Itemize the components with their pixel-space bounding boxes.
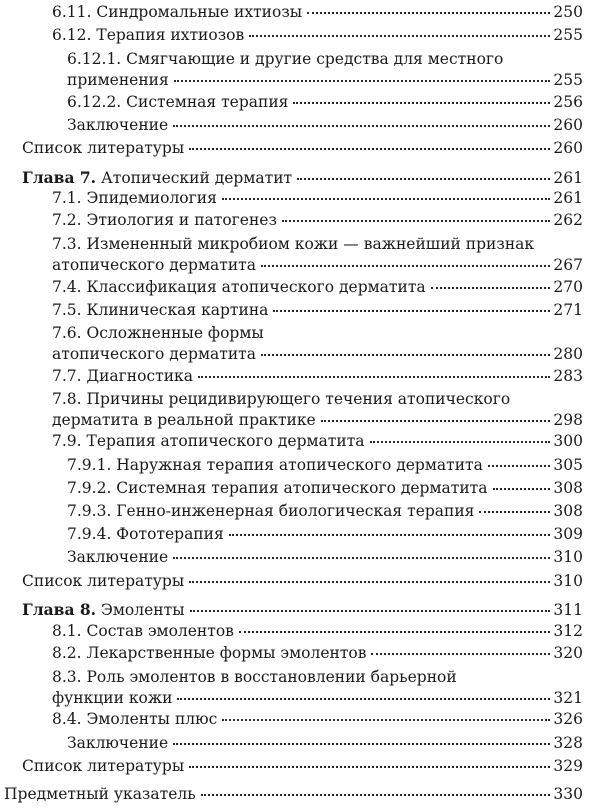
chapter-label: Глава 7. [22,168,97,187]
toc-entry-subject-index [4,784,583,805]
toc-page-number: 270 [553,278,583,296]
dot-leader [371,653,550,655]
toc-page-number: 310 [553,572,583,590]
toc-entry-6-12 [52,25,583,46]
dot-leader [282,220,550,222]
toc-entry-7-7 [52,366,583,387]
dot-leader [190,610,551,612]
dot-leader [229,534,551,536]
dot-leader [201,794,551,796]
toc-entry-title: 7.5. Клиническая картина [52,301,269,319]
dot-leader [177,698,550,700]
toc-page-number: 283 [553,367,583,385]
toc-entry-title: 6.11. Синдромальные ихтиозы [52,3,303,21]
toc-page-number: 309 [553,525,583,543]
dot-leader [173,743,550,745]
toc-entry-7-9-1 [67,455,583,476]
dot-leader [249,35,550,37]
toc-entry-title: атопического дерматита [52,256,256,274]
toc-entry-title: Список литературы [22,757,185,775]
dot-leader [293,102,550,104]
toc-page-number: 256 [553,93,583,111]
toc-page-number: 255 [553,71,583,89]
toc-entry-title-first-line: 6.12.1. Смягчающие и другие средства для местного [67,50,504,68]
toc-entry-6-11 [52,2,583,23]
toc-page-number: 310 [553,548,583,566]
toc-entry-title: Предметный указатель [4,785,196,803]
toc-entry-title: 7.1. Эпидемиология [52,189,217,207]
toc-page-number: 271 [553,301,583,319]
toc-entry-7-3 [52,234,583,276]
toc-page-number: 308 [553,502,583,520]
toc-page-number: 261 [553,189,583,207]
dot-leader [198,376,550,378]
toc-entry-7-8 [52,389,583,431]
toc-entry-7-9-3 [67,501,583,522]
toc-page-number: 300 [553,432,583,450]
toc-page-number: 329 [553,757,583,775]
toc-entry-7-2 [52,210,583,231]
toc-entry-references-6 [22,138,583,159]
toc-entry-title: Заключение [67,734,169,752]
dot-leader [261,265,550,267]
dot-leader [222,198,551,200]
dot-leader [239,631,551,633]
toc-entry-8-3 [52,667,583,709]
toc-entry-conclusion-7 [67,547,583,568]
toc-entry-title: 8.4. Эмоленты плюс [52,710,218,728]
toc-entry-title: 7.2. Этиология и патогенез [52,211,277,229]
toc-entry-title: 6.12. Терапия ихтиозов [52,26,245,44]
toc-entry-title: 7.4. Классификация атопического дерматита [52,278,426,296]
toc-entry-title: Заключение [67,548,169,566]
dot-leader [189,581,550,583]
toc-page-number: 261 [553,169,583,187]
toc-entry-7-9-2 [67,478,583,499]
dot-leader [173,125,550,127]
toc-page-number: 260 [553,116,583,134]
toc-entry-7-5 [52,300,583,321]
toc-entry-title: 7.9.3. Генно-инженерная биологическая терапия [67,502,475,520]
toc-page-number: 305 [553,456,583,474]
toc-page-number: 320 [553,644,583,662]
dot-leader [174,80,551,82]
toc-entry-title: 7.9.2. Системная терапия атопического дерматита [67,479,488,497]
dot-leader [493,488,551,490]
dot-leader [431,287,551,289]
toc-page-number: 262 [553,211,583,229]
toc-page-number: 260 [553,139,583,157]
toc-page-number: 308 [553,479,583,497]
toc-entry-title: 7.7. Диагностика [52,367,193,385]
toc-page-number: 250 [553,3,583,21]
toc-entry-title: применения [67,71,169,89]
toc-entry-7-9 [52,431,583,452]
toc-entry-title: 8.2. Лекарственные формы эмолентов [52,644,367,662]
toc-entry-title-first-line: 7.8. Причины рецидивирующего течения атопического [52,390,511,408]
dot-leader [273,310,550,312]
dot-leader [488,465,551,467]
toc-entry-title: дерматита в реальной практике [52,411,316,429]
dot-leader [222,719,550,721]
toc-entry-conclusion-6 [67,115,583,136]
toc-entry-references-8 [22,756,583,777]
toc-entry-7-1 [52,188,583,209]
toc-entry-8-4 [52,709,583,730]
toc-entry-title-first-line: 8.3. Роль эмолентов в восстановлении барьерной [52,668,457,686]
toc-page-number: 312 [553,622,583,640]
toc-entry-6-12-2 [67,92,583,113]
toc-entry-title-first-line: 7.6. Осложненные формы [52,324,264,342]
toc-entry-8-2 [52,643,583,664]
toc-page-number: 326 [553,710,583,728]
toc-entry-title: Список литературы [22,572,185,590]
toc-entry-title: функции кожи [52,689,173,707]
dot-leader [189,148,550,150]
dot-leader [479,511,550,513]
toc-entry-title: Список литературы [22,139,185,157]
dot-leader [307,12,550,14]
toc-entry-title-first-line: 7.3. Измененный микробиом кожи — важнейший признак [52,235,535,253]
dot-leader [297,178,550,180]
toc-page-number: 267 [553,256,583,274]
toc-entry-7-4 [52,277,583,298]
toc-page-number: 330 [553,785,583,803]
dot-leader [370,441,551,443]
toc-page-number: 311 [553,601,583,619]
toc-entry-title: 6.12.2. Системная терапия [67,93,289,111]
dot-leader [189,766,550,768]
toc-entry-title: Эмоленты [101,601,185,619]
chapter-label: Глава 8. [22,600,97,619]
toc-entry-title: 7.9.4. Фототерапия [67,525,224,543]
toc-entry-title: атопического дерматита [52,345,256,363]
toc-page-number: 328 [553,734,583,752]
toc-entry-conclusion-8 [67,733,583,754]
toc-entry-7-9-4 [67,524,583,545]
toc-page-number: 280 [553,345,583,363]
toc-entry-title: 8.1. Состав эмолентов [52,622,234,640]
toc-entry-8-1 [52,621,583,642]
toc-entry-references-7 [22,571,583,592]
toc-chapter-7 [22,167,583,189]
toc-entry-title: 7.9.1. Наружная терапия атопического дерматита [67,456,483,474]
toc-chapter-8 [22,599,583,621]
dot-leader [173,557,550,559]
toc-entry-title: Атопический дерматит [101,169,293,187]
toc-page-number: 321 [553,689,583,707]
dot-leader [261,354,550,356]
dot-leader [321,420,551,422]
toc-entry-title: 7.9. Терапия атопического дерматита [52,432,365,450]
toc-entry-title: Заключение [67,116,169,134]
toc-entry-7-6 [52,323,583,365]
toc-entry-6-12-1 [67,49,583,91]
toc-page-number: 255 [553,26,583,44]
toc-page-number: 298 [553,411,583,429]
